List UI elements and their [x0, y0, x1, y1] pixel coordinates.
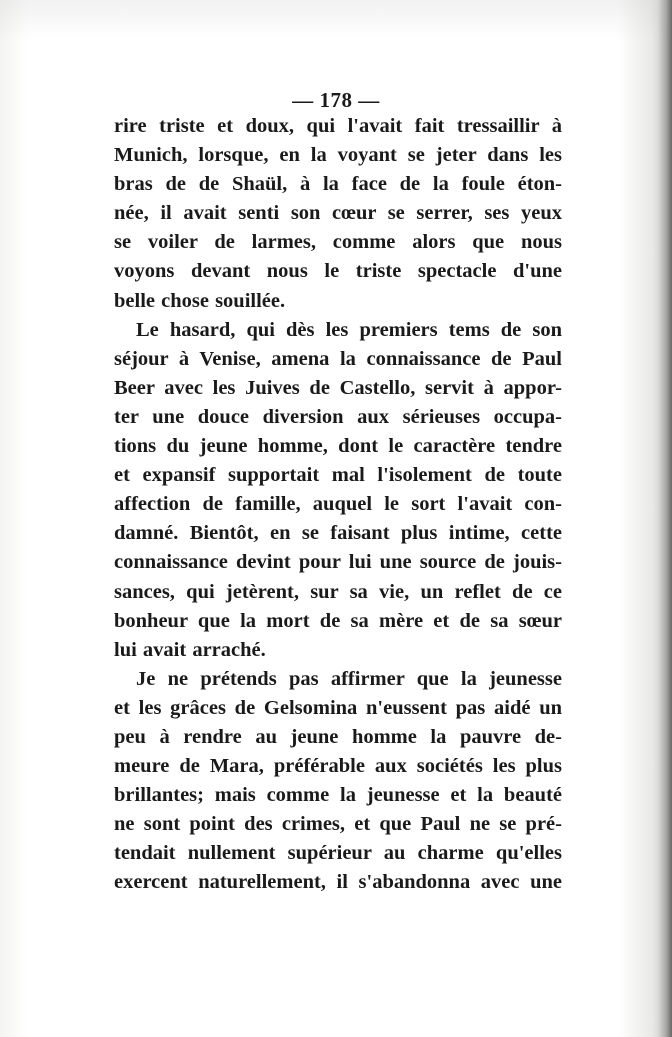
text-line: et expansif supportait mal l'isolement de toute: [114, 464, 562, 487]
text-line: affection de famille, auquel le sort l'avait con-: [114, 493, 562, 516]
text-line: damné. Bientôt, en se faisant plus intime, cette: [114, 522, 562, 545]
text-line: se voiler de larmes, comme alors que nous: [114, 231, 562, 254]
text-line: belle chose souillée.: [114, 289, 286, 312]
text-line: séjour à Venise, amena la connaissance de Paul: [114, 347, 562, 370]
text-line: brillantes; mais comme la jeunesse et la beauté: [114, 784, 562, 807]
text-line: bonheur que la mort de sa mère et de sa sœur: [114, 609, 562, 632]
text-line: bras de de Shaül, à la face de la foule éton-: [114, 173, 562, 196]
text-line: née, il avait senti son cœur se serrer, ses yeux: [114, 202, 562, 225]
text-line: Munich, lorsque, en la voyant se jeter dans les: [114, 144, 562, 167]
text-line: exercent naturellement, il s'abandonna avec une: [114, 871, 562, 894]
text-line: meure de Mara, préférable aux sociétés les plus: [114, 755, 562, 778]
text-line: sances, qui jetèrent, sur sa vie, un reflet de ce: [114, 580, 562, 603]
text-line: rire triste et doux, qui l'avait fait tressaillir à: [114, 115, 562, 137]
text-line: Je ne prétends pas affirmer que la jeunesse: [136, 667, 562, 690]
text-line: tendait nullement supérieur au charme qu'elles: [114, 842, 562, 865]
page-top-shading: [0, 0, 672, 40]
text-line: peu à rendre au jeune homme la pauvre de-: [114, 725, 562, 748]
body-text: [114, 112, 562, 898]
text-line: ter une douce diversion aux sérieuses occupa-: [114, 405, 562, 428]
text-line: voyons devant nous le triste spectacle d'une: [114, 260, 562, 283]
page-number: — 178 —: [292, 88, 380, 112]
text-line: ne sont point des crimes, et que Paul ne se pré-: [114, 813, 562, 836]
text-line: tions du jeune homme, dont le caractère tendre: [114, 435, 562, 458]
text-line: Le hasard, qui dès les premiers tems de son: [136, 318, 562, 341]
text-line: lui avait arraché.: [114, 638, 266, 661]
page-edge-shadow: [658, 0, 672, 1037]
text-line: Beer avec les Juives de Castello, servit à appor-: [114, 376, 562, 399]
text-line: et les grâces de Gelsomina n'eussent pas aidé un: [114, 696, 562, 719]
text-line: connaissance devint pour lui une source de jouis-: [114, 551, 562, 574]
